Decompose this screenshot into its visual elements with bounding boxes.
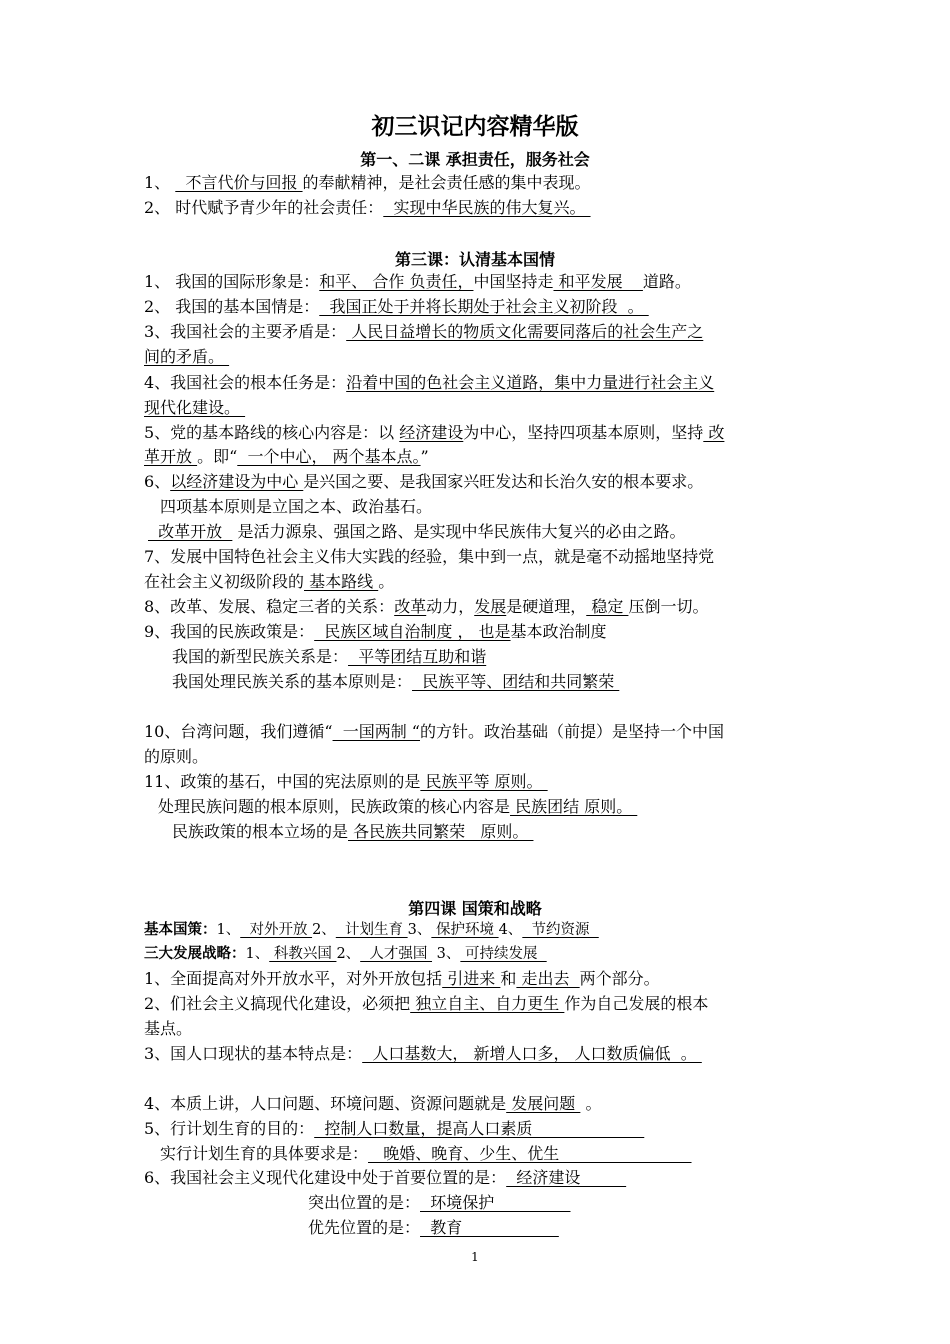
label: 基本国策： bbox=[144, 921, 217, 938]
answer: 人口基数大， 新增人口多， 人口数质偏低 。 bbox=[362, 1044, 702, 1063]
text: 4、我国社会的根本任务是： bbox=[144, 373, 347, 392]
text: 。 bbox=[378, 572, 395, 591]
text: 2、们社会主义搞现代化建设，必须把 bbox=[144, 994, 411, 1013]
text: 2、 我国的基本国情是： bbox=[144, 297, 320, 316]
text: 压倒一切。 bbox=[628, 597, 709, 616]
answer: 改革 bbox=[394, 597, 427, 616]
text: 5、党的基本路线的核心内容是：以 bbox=[144, 423, 400, 442]
text: 动力， bbox=[426, 597, 475, 616]
text: 为中心，坚持四项基本原则，坚持 bbox=[463, 423, 704, 442]
text: 两个部分。 bbox=[579, 969, 660, 988]
answer: 我国正处于并将长期处于社会主义初阶段 。 bbox=[319, 297, 649, 316]
text: 11、政策的基石，中国的宪法原则的是 bbox=[144, 772, 421, 791]
text: 6、 bbox=[144, 472, 171, 491]
answer: 改革开放 bbox=[148, 522, 233, 541]
answer: 基本路线 bbox=[304, 572, 379, 591]
text: 1、 我国的国际形象是： bbox=[144, 272, 320, 291]
text: 9、我国的民族政策是： bbox=[144, 622, 315, 641]
item-4-4 bbox=[144, 1093, 601, 1115]
item-4-5-b bbox=[160, 1143, 692, 1165]
text: 3、我国社会的主要矛盾是： bbox=[144, 322, 347, 341]
item-3-11-b bbox=[158, 796, 637, 818]
item-3-6-b bbox=[160, 496, 432, 518]
answer: 一个中心， 两个基本点。 bbox=[237, 447, 421, 466]
document-title: 初三识记内容精华版 bbox=[371, 113, 579, 140]
item-3-9-c bbox=[172, 671, 619, 693]
answer: 民族平等 原则。 bbox=[420, 772, 548, 791]
page-number: 1 bbox=[471, 1250, 479, 1264]
answer: 经济建设 bbox=[506, 1168, 627, 1187]
item-1-responsibility bbox=[144, 172, 591, 194]
answer: 引进来 bbox=[442, 969, 501, 988]
text: 的方针。政治基础（前提）是坚持一个中国 bbox=[420, 722, 725, 741]
text: 是活力源泉、强国之路、是实现中华民族伟大复兴的必由之路。 bbox=[232, 522, 686, 541]
text: 2、 bbox=[336, 946, 361, 962]
item-3-6-c bbox=[148, 521, 685, 543]
text: 5、行计划生育的目的： bbox=[144, 1119, 315, 1138]
item-3-11-c bbox=[172, 821, 533, 843]
item-3-6 bbox=[144, 471, 703, 493]
answer: 民族区域自治制度 ， 也是 bbox=[314, 622, 511, 641]
basic-national-policies bbox=[144, 919, 599, 941]
answer: 对外开放 bbox=[240, 922, 313, 938]
answer: 控制人口数量，提高人口素质 bbox=[314, 1119, 645, 1138]
label: 三大发展战略： bbox=[144, 945, 246, 962]
item-3-3-cont bbox=[144, 346, 229, 368]
text: 和 bbox=[500, 969, 517, 988]
text: 3、 bbox=[432, 946, 461, 962]
answer: 教育 bbox=[420, 1218, 559, 1237]
text: 四项基本原则是立国之本、政治基石。 bbox=[160, 497, 433, 516]
answer: 计划生育 bbox=[335, 922, 408, 938]
text: 1、 bbox=[245, 946, 270, 962]
answer: 可持续发展 bbox=[460, 946, 547, 962]
answer: 节约资源 bbox=[522, 922, 599, 938]
text: 是硬道理， bbox=[506, 597, 587, 616]
item-4-5 bbox=[144, 1118, 644, 1140]
answer: 改 bbox=[703, 423, 725, 442]
item-3-4 bbox=[144, 372, 714, 394]
text: ” bbox=[420, 447, 429, 466]
text: 3、国人口现状的基本特点是： bbox=[144, 1044, 363, 1063]
item-4-6 bbox=[144, 1167, 626, 1189]
answer: 走出去 bbox=[516, 969, 580, 988]
item-4-6-c bbox=[308, 1217, 559, 1239]
text: 作为自己发展的根本 bbox=[564, 994, 709, 1013]
answer: 独立自主、自力更生 bbox=[410, 994, 565, 1013]
text: 4、 bbox=[498, 922, 523, 938]
text: 优先位置的是： bbox=[308, 1218, 421, 1237]
answer: 科教兴国 bbox=[269, 946, 337, 962]
answer: 不言代价与回报 bbox=[175, 173, 303, 192]
text: 是兴国之要、是我国家兴旺发达和长治久安的根本要求。 bbox=[303, 472, 704, 491]
answer: 革开放 bbox=[144, 447, 198, 466]
text: 1、 bbox=[216, 922, 241, 938]
answer: 一国两制 “ bbox=[332, 722, 420, 741]
answer: 发展问题 bbox=[506, 1094, 581, 1113]
answer: 发展 bbox=[474, 597, 507, 616]
text: 3、 bbox=[407, 922, 432, 938]
section-heading-lesson-3: 第三课：认清基本国情 bbox=[394, 250, 555, 269]
answer: 实现中华民族的伟大复兴。 bbox=[383, 198, 591, 217]
answer: 人才强国 bbox=[360, 946, 433, 962]
item-4-1 bbox=[144, 968, 660, 990]
text: 基本政治制度 bbox=[510, 622, 607, 641]
answer: 环境保护 bbox=[420, 1193, 571, 1212]
text: 实行计划生育的具体要求是： bbox=[160, 1144, 369, 1163]
development-strategies bbox=[144, 943, 547, 965]
text: 民族政策的根本立场的是 bbox=[172, 822, 349, 841]
answer: 和平发展 bbox=[553, 272, 643, 291]
text: 在社会主义初级阶段的 bbox=[144, 572, 305, 591]
item-4-2 bbox=[144, 993, 708, 1015]
item-3-11 bbox=[144, 771, 548, 793]
text: 2、 时代赋予青少年的社会责任： bbox=[144, 198, 384, 217]
item-3-9-b bbox=[172, 646, 486, 668]
answer: 现代化建设。 bbox=[144, 398, 246, 417]
text: 中国坚持走 bbox=[473, 272, 554, 291]
item-4-6-b bbox=[308, 1192, 570, 1214]
answer: 保护环境 bbox=[431, 922, 499, 938]
answer: 人民日益增长的物质文化需要同落后的社会生产之 bbox=[346, 322, 704, 341]
item-3-3 bbox=[144, 321, 703, 343]
item-3-1 bbox=[144, 271, 691, 293]
item-3-8 bbox=[144, 596, 708, 618]
item-2-responsibility bbox=[144, 197, 591, 219]
text: 突出位置的是： bbox=[308, 1193, 421, 1212]
item-3-10-cont bbox=[144, 746, 208, 768]
text: 6、我国社会主义现代化建设中处于首要位置的是： bbox=[144, 1168, 507, 1187]
text: 2、 bbox=[312, 922, 336, 938]
answer: 间的矛盾。 bbox=[144, 347, 230, 366]
answer: 晚婚、晚育、少生、优生 bbox=[368, 1144, 692, 1163]
text: 4、本质上讲，人口问题、环境问题、资源问题就是 bbox=[144, 1094, 507, 1113]
text: 1、全面提高对外开放水平，对外开放包括 bbox=[144, 969, 443, 988]
answer: 经济建设 bbox=[399, 423, 464, 442]
section-heading-lesson-4: 第四课 国策和战略 bbox=[408, 899, 542, 918]
item-3-7-cont bbox=[144, 571, 394, 593]
text: 的原则。 bbox=[144, 747, 209, 766]
item-4-3 bbox=[144, 1043, 702, 1065]
item-4-2-cont bbox=[144, 1018, 192, 1040]
answer: 稳定 bbox=[586, 597, 629, 616]
answer: 和平、 合作 负责任， bbox=[319, 272, 474, 291]
answer: 沿着中国的色社会主义道路，集中力量进行社会主义 bbox=[346, 373, 715, 392]
text: 10、台湾问题，我们遵循“ bbox=[144, 722, 333, 741]
answer: 民族平等、团结和共同繁荣 bbox=[412, 672, 620, 691]
item-3-7 bbox=[144, 546, 714, 568]
text: 我国的新型民族关系是： bbox=[172, 647, 349, 666]
answer: 各民族共同繁荣 原则。 bbox=[348, 822, 534, 841]
text: 8、改革、发展、稳定三者的关系： bbox=[144, 597, 395, 616]
item-3-5-cont bbox=[144, 446, 429, 468]
item-3-5 bbox=[144, 422, 724, 444]
item-3-4-cont bbox=[144, 397, 245, 419]
answer: 以经济建设为中心 bbox=[170, 472, 304, 491]
text: 。即“ bbox=[197, 447, 238, 466]
item-3-10 bbox=[144, 721, 724, 743]
text: 。 bbox=[580, 1094, 602, 1113]
text: 7、发展中国特色社会主义伟大实践的经验，集中到一点，就是毫不动摇地坚持党 bbox=[144, 547, 715, 566]
section-heading-lesson-1-2: 第一、二课 承担责任，服务社会 bbox=[360, 150, 590, 169]
item-3-9 bbox=[144, 621, 607, 643]
answer: 平等团结互助和谐 bbox=[348, 647, 487, 666]
item-3-2 bbox=[144, 296, 649, 318]
text: 我国处理民族关系的基本原则是： bbox=[172, 672, 413, 691]
text: 的奉献精神，是社会责任感的集中表现。 bbox=[302, 173, 591, 192]
text: 处理民族问题的根本原则，民族政策的核心内容是 bbox=[158, 797, 511, 816]
text: 道路。 bbox=[642, 272, 691, 291]
text: 1、 bbox=[144, 173, 176, 192]
answer: 民族团结 原则。 bbox=[510, 797, 638, 816]
text: 基点。 bbox=[144, 1019, 193, 1038]
